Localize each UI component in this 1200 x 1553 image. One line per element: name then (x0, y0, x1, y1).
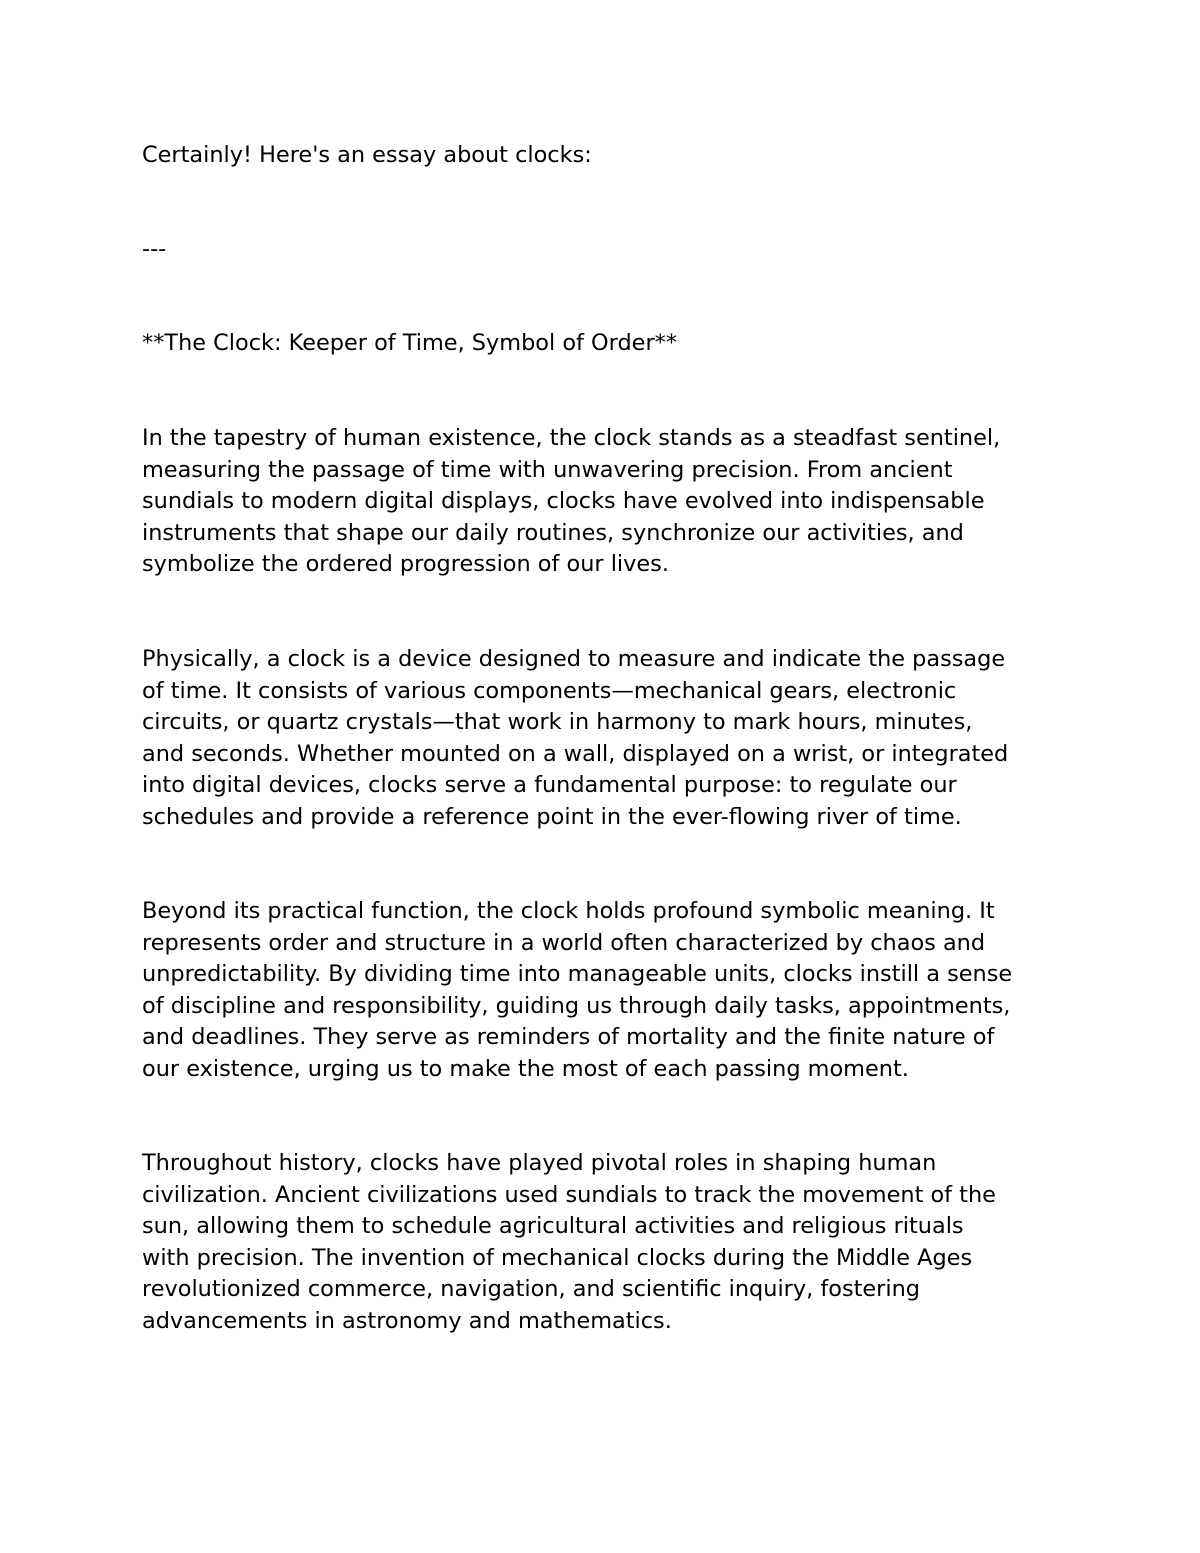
paragraph-3 (142, 896, 1082, 1085)
separator-line (142, 234, 1082, 266)
paragraph-line: sundials to modern digital displays, clocks have evolved into indispensable (142, 488, 985, 514)
paragraph-line: sun, allowing them to schedule agricultural activities and religious rituals (142, 1213, 964, 1239)
paragraph-line: Physically, a clock is a device designed to measure and indicate the passage (142, 646, 1006, 672)
paragraph-4 (142, 1148, 1082, 1337)
separator-text: --- (142, 236, 167, 262)
paragraph-line: circuits, or quartz crystals—that work in harmony to mark hours, minutes, (142, 709, 973, 735)
paragraph-line: and seconds. Whether mounted on a wall, displayed on a wrist, or integrated (142, 740, 1009, 767)
paragraph-line: symbolize the ordered progression of our lives. (142, 551, 669, 577)
paragraph-line: into digital devices, clocks serve a fundamental purpose: to regulate our (142, 772, 957, 798)
paragraph-line: of time. It consists of various components—mechanical gears, electronic (142, 677, 957, 704)
paragraph-line: civilization. Ancient civilizations used sundials to track the movement of the (142, 1181, 996, 1208)
paragraph-line: advancements in astronomy and mathematics. (142, 1307, 672, 1334)
paragraph-line: instruments that shape our daily routines, synchronize our activities, and (142, 519, 964, 546)
paragraph-line: of discipline and responsibility, guiding us through daily tasks, appointments, (142, 992, 1011, 1019)
essay-title (142, 328, 1082, 360)
paragraph-line: with precision. The invention of mechanical clocks during the Middle Ages (142, 1244, 973, 1271)
paragraph-line: measuring the passage of time with unwavering precision. From ancient (142, 456, 953, 483)
paragraph-1 (142, 423, 1082, 581)
essay-title-text: **The Clock: Keeper of Time, Symbol of Order** (142, 330, 678, 356)
paragraph-line: our existence, urging us to make the most of each passing moment. (142, 1055, 909, 1082)
paragraph-line: represents order and structure in a world often characterized by chaos and (142, 929, 986, 956)
paragraph-line: revolutionized commerce, navigation, and scientific inquiry, fostering (142, 1276, 920, 1302)
paragraph-line: In the tapestry of human existence, the clock stands as a steadfast sentinel, (142, 425, 1001, 451)
paragraph-line: and deadlines. They serve as reminders of mortality and the finite nature of (142, 1024, 995, 1050)
paragraph-line: unpredictability. By dividing time into manageable units, clocks instill a sense (142, 961, 1013, 987)
paragraph-2 (142, 644, 1082, 833)
intro-text: Certainly! Here's an essay about clocks: (142, 142, 592, 168)
paragraph-line: Beyond its practical function, the clock holds profound symbolic meaning. It (142, 898, 995, 924)
paragraph-line: Throughout history, clocks have played pivotal roles in shaping human (142, 1150, 937, 1176)
paragraph-line: schedules and provide a reference point in the ever-flowing river of time. (142, 803, 962, 830)
intro-line (142, 140, 1082, 172)
